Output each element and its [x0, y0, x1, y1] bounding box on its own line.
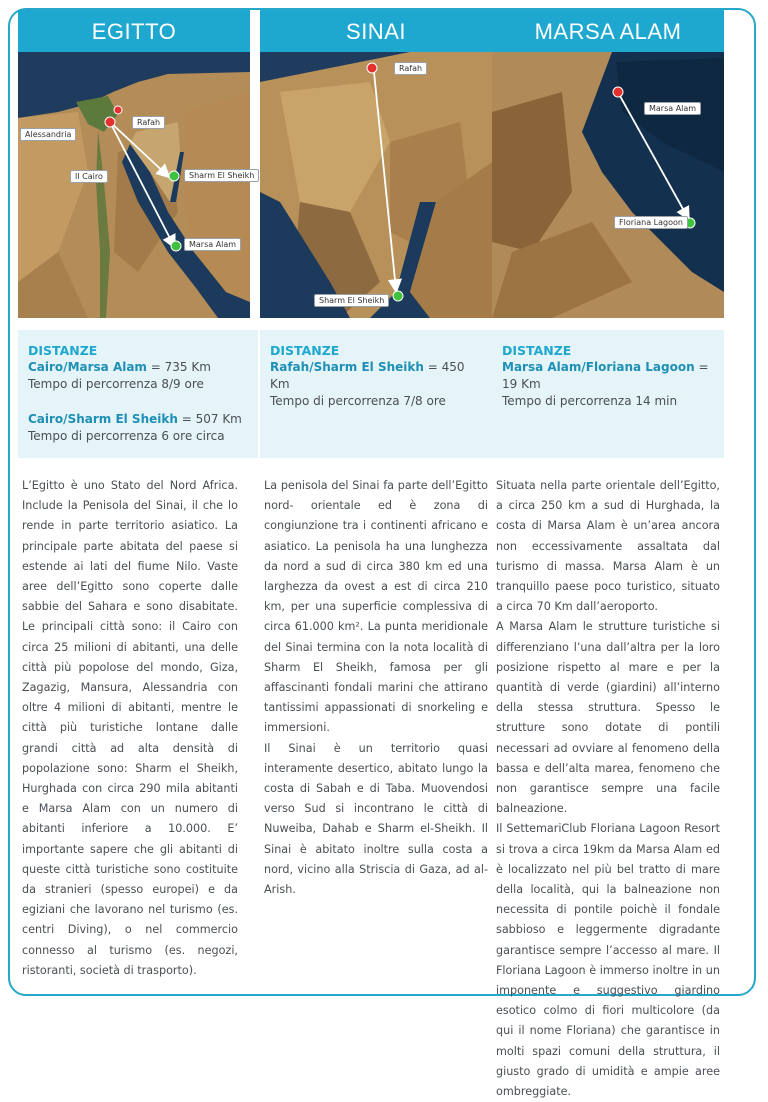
- paragraph: Il SettemariClub Floriana Lagoon Resort si trova a circa 19km da Marsa Alam ed è localizzato nel più bel tratto di mare della località, qui la balneazione non necessita di pontile poichè il fondale sabbioso e leggermente digradante garantisce sempre l’accesso al mare. Il Floriana Lagoon è immerso inoltre in un imponente e suggestivo giardino esotico colmo di fiori multicolore (da qui il nome Floriana) che garantisce in molti spazi comuni della struttura, il giusto grado di umidità e ampie aree ombreggiate.: [496, 822, 720, 1099]
- green-pin-icon[interactable]: [169, 171, 179, 181]
- red-pin-icon[interactable]: [114, 106, 122, 114]
- paragraph: Il Sinai è un territorio quasi interamente desertico, abitato lungo la costa di Sabah e di Taba. Muovendosi verso Sud si incontrano le città di Nuweiba, Dahab e Sharm el-Sheikh. Il Sinai è abitato inoltre sulla costa a nord, vicino alla Striscia di Gaza, ad al-Arish.: [264, 741, 488, 897]
- paragraph: La penisola del Sinai fa parte dell’Egitto nord- orientale ed è zona di congiunzione tra i continenti africano e asiatico. La penisola ha una lunghezza da nord a sud di circa 380 km ed una larghezza da ovest a est di circa 210 km, per una superficie complessiva di circa 61.000 km². La punta meridionale del Sinai termina con la nota località di Sharm El Sheikh, famosa per gli affascinanti fondali marini che attirano tantissimi appassionati di snorkeling e immersioni.: [264, 479, 488, 735]
- route-line: Cairo/Marsa Alam = 735 Km: [28, 360, 211, 374]
- column-marsa-alam: [492, 10, 724, 1099]
- paragraph: L’Egitto è uno Stato del Nord Africa. Include la Penisola del Sinai, il che lo rende in parte territorio asiatico. La principale parte abitata del paese si estende ai lati del fiume Nilo. Vaste aree dell’Egitto sono coperte dalle sabbie del Sahara e sono disabitate. Le principali città sono: il Cairo con circa 25 milioni di abitanti, una delle città più popolose del mondo, Giza, Zagazig, Mansura, Alessandria con oltre 4 milioni di abitanti, mentre le città più turistiche lontane dalle grandi città ad alta densità di popolazione sono: Sharm el Sheikh, Hurghada con circa 290 mila abitanti e Marsa Alam con un numero di abitanti inferiore a 10.000. E’ importante sapere che gli abitanti di queste città turistiche sono costituite da stranieri (spesso europei) e da egiziani che lavorano nel turismo (es. centri Diving), o nel commercio connesso al turismo (es. negozi, ristoranti, società di trasporto).: [22, 479, 238, 977]
- distances-panel: [18, 330, 258, 458]
- distances-title: DISTANZE: [502, 343, 572, 358]
- travel-time: Tempo di percorrenza 8/9 ore: [28, 377, 204, 391]
- satellite-map-marsa-alam: [492, 52, 724, 318]
- satellite-map-sinai: [260, 52, 492, 318]
- map-label-sharm: Sharm El Sheikh: [184, 169, 259, 182]
- travel-time: Tempo di percorrenza 6 ore circa: [28, 429, 225, 443]
- route-line: Marsa Alam/Floriana Lagoon = 19 Km: [502, 360, 709, 391]
- map-label-rafah: Rafah: [132, 116, 165, 129]
- travel-time: Tempo di percorrenza 7/8 ore: [270, 394, 446, 408]
- column-sinai: [260, 10, 492, 897]
- map-label-marsa: Marsa Alam: [644, 102, 701, 115]
- green-pin-icon[interactable]: [393, 291, 403, 301]
- paragraph: Situata nella parte orientale dell’Egitto, a circa 250 km a sud di Hurghada, la costa di Marsa Alam è un’area ancora non eccessivamente assaltata dal turismo di massa. Marsa Alam è un tranquillo paese poco turistico, situato a circa 70 Km dall’aeroporto.: [496, 479, 720, 614]
- map-sinai: [260, 52, 492, 318]
- description-text: [18, 468, 242, 988]
- red-pin-icon[interactable]: [367, 63, 377, 73]
- map-egitto: [18, 52, 255, 318]
- column-title: EGITTO: [18, 10, 250, 52]
- map-label-cairo: Il Cairo: [70, 170, 108, 183]
- column-title: SINAI: [260, 10, 492, 52]
- red-pin-icon[interactable]: [105, 117, 115, 127]
- distances-title: DISTANZE: [270, 343, 340, 358]
- travel-time: Tempo di percorrenza 14 min: [502, 394, 678, 408]
- paragraph: A Marsa Alam le strutture turistiche si differenziano l’una dall’altra per la loro posizione rispetto al mare e per la quantità di verde (giardini) all’interno della stessa struttura. Spesso le strutture sono dotate di pontili necessari ad ovviare al fenomeno della bassa e dell’alta marea, fenomeno che non garantisce sempre una facile balneazione.: [496, 620, 720, 816]
- satellite-map-egypt: [18, 52, 250, 318]
- route-line: Rafah/Sharm El Sheikh = 450 Km: [270, 360, 465, 391]
- route-line: Cairo/Sharm El Sheikh = 507 Km: [28, 412, 242, 426]
- map-label-alessandria: Alessandria: [20, 128, 76, 141]
- description-text: [492, 468, 724, 1099]
- column-egitto: [18, 10, 255, 977]
- map-label-floriana: Floriana Lagoon: [614, 216, 688, 229]
- red-pin-icon[interactable]: [613, 87, 623, 97]
- map-label-rafah: Rafah: [394, 62, 427, 75]
- map-marsa-alam: [492, 52, 724, 318]
- map-label-sharm: Sharm El Sheikh: [314, 294, 389, 307]
- description-text: [260, 468, 492, 988]
- distances-title: DISTANZE: [28, 343, 98, 358]
- page-frame: [8, 8, 756, 1099]
- distances-panel: [492, 330, 724, 458]
- map-label-marsa: Marsa Alam: [184, 238, 241, 251]
- distances-panel: [260, 330, 492, 458]
- green-pin-icon[interactable]: [171, 241, 181, 251]
- column-title: MARSA ALAM: [492, 10, 724, 52]
